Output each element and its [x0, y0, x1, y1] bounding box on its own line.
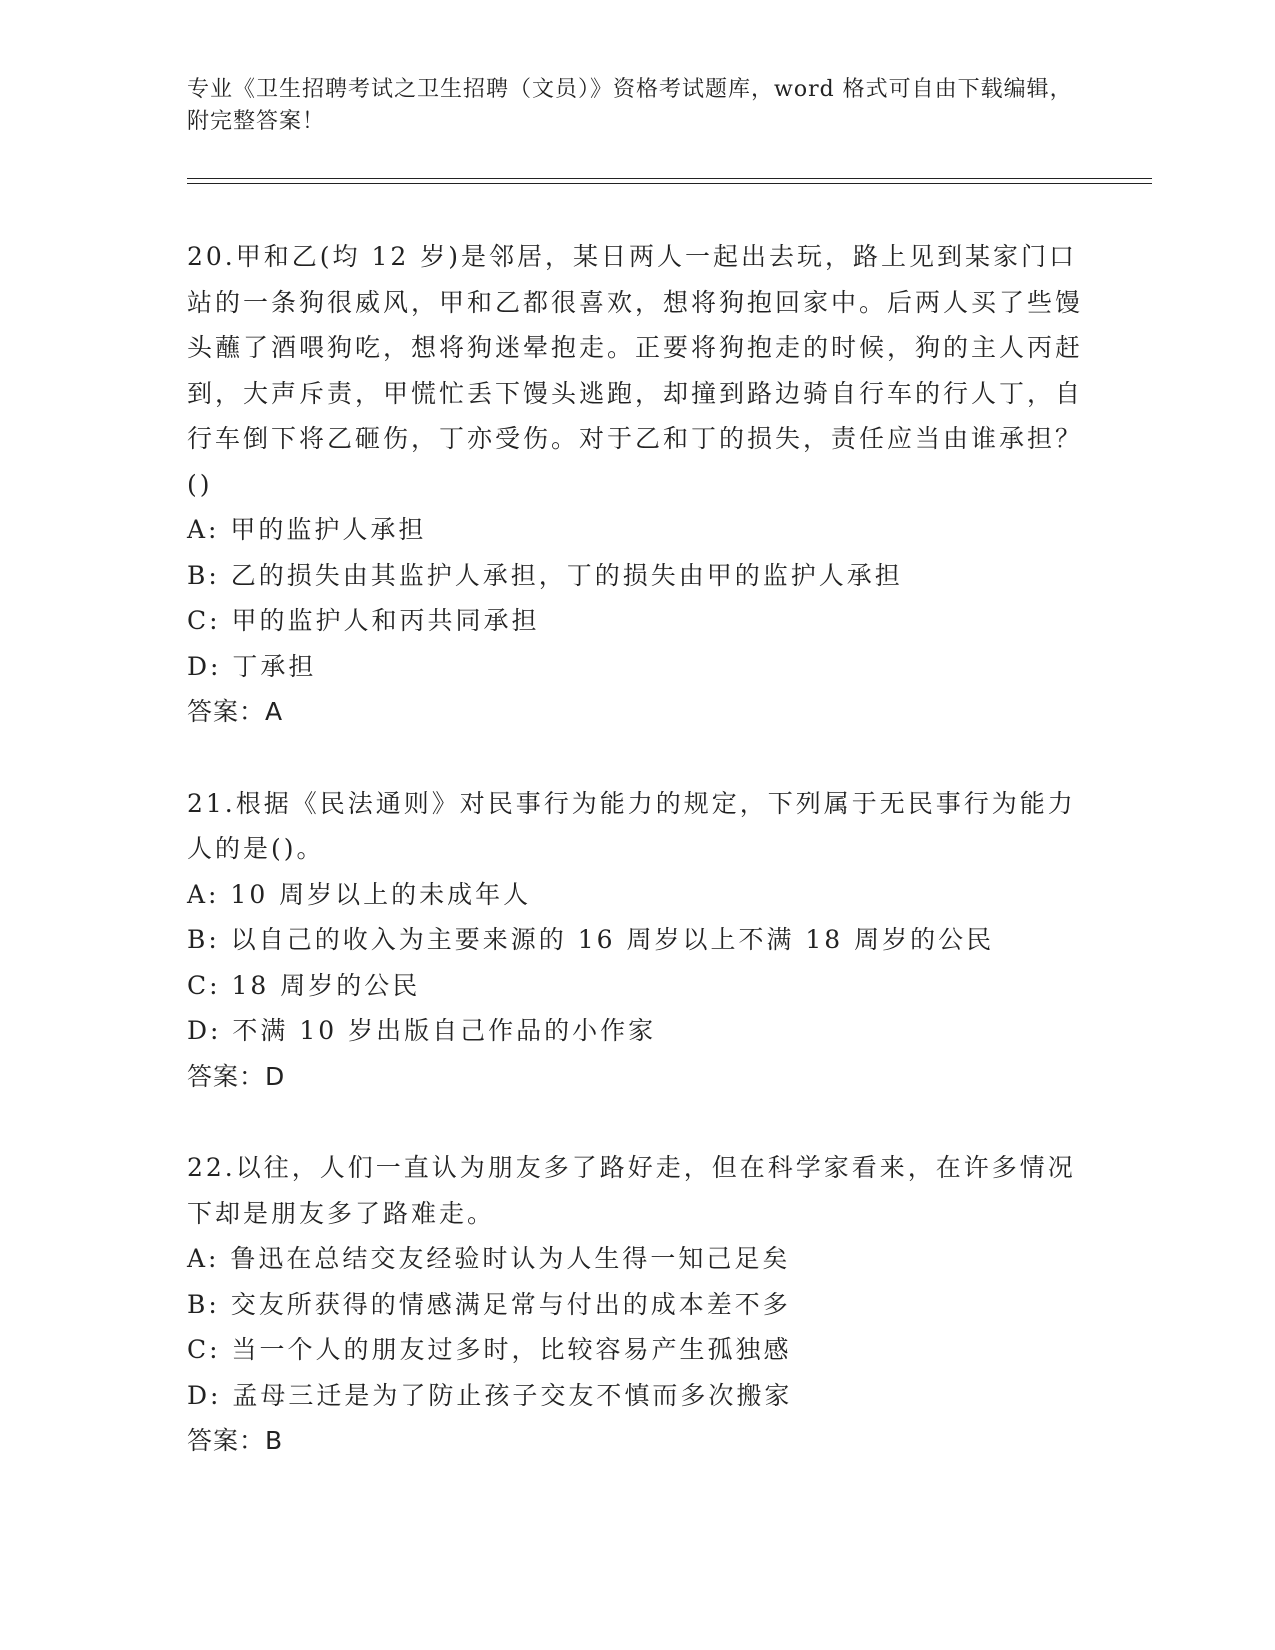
- option-a: A: 10 周岁以上的未成年人: [187, 879, 532, 909]
- question-text: 22.以往，人们一直认为朋友多了路好走，但在科学家看来，在许多情况下却是朋友多了路难走。: [187, 1153, 1076, 1228]
- answer-label: 答案：A: [187, 697, 284, 726]
- option-b: B: 交友所获得的情感满足常与付出的成本差不多: [187, 1289, 791, 1319]
- option-d: D: 孟母三迁是为了防止孩子交友不慎而多次搬家: [187, 1380, 793, 1410]
- option-d: D: 不满 10 岁出版自己作品的小作家: [187, 1016, 657, 1045]
- option-a: A: 甲的监护人承担: [187, 515, 427, 544]
- question-21: [187, 781, 1087, 1100]
- option-c: C: 当一个人的朋友过多时，比较容易产生孤独感: [187, 1335, 792, 1364]
- question-text: 20.甲和乙(均 12 岁)是邻居，某日两人一起出去玩，路上见到某家门口站的一条狗很威风，甲和乙都很喜欢，想将狗抱回家中。后两人买了些馒头蘸了酒喂狗吃，想将狗迷晕抱走。正要将狗抱走的时候，狗的主人丙赶到，大声斥责，甲慌忙丢下馒头逃跑，却撞到路边骑自行车的行人丁，自行车倒下将乙砸伤，丁亦受伤。对于乙和丁的损失，责任应当由谁承担？(): [187, 242, 1084, 499]
- document-header: 专业《卫生招聘考试之卫生招聘（文员）》资格考试题库，word 格式可自由下载编辑，附完整答案！: [187, 77, 1073, 134]
- answer-label: 答案：D: [187, 1061, 286, 1091]
- option-a: A: 鲁迅在总结交友经验时认为人生得一知己足矣: [187, 1244, 791, 1273]
- option-c: C: 18 周岁的公民: [187, 970, 421, 1000]
- question-20: [187, 234, 1087, 735]
- option-d: D: 丁承担: [187, 651, 317, 681]
- option-b: B: 以自己的收入为主要来源的 16 周岁以上不满 18 周岁的公民: [187, 925, 995, 954]
- answer-label: 答案：B: [187, 1426, 284, 1455]
- option-b: B: 乙的损失由其监护人承担，丁的损失由甲的监护人承担: [187, 560, 903, 590]
- header-divider-top: [187, 178, 1152, 179]
- header-divider-bottom: [187, 183, 1152, 184]
- question-list: [187, 234, 1087, 1510]
- question-22: [187, 1145, 1087, 1464]
- option-c: C: 甲的监护人和丙共同承担: [187, 606, 540, 635]
- question-text: 21.根据《民法通则》对民事行为能力的规定，下列属于无民事行为能力人的是()。: [187, 788, 1076, 863]
